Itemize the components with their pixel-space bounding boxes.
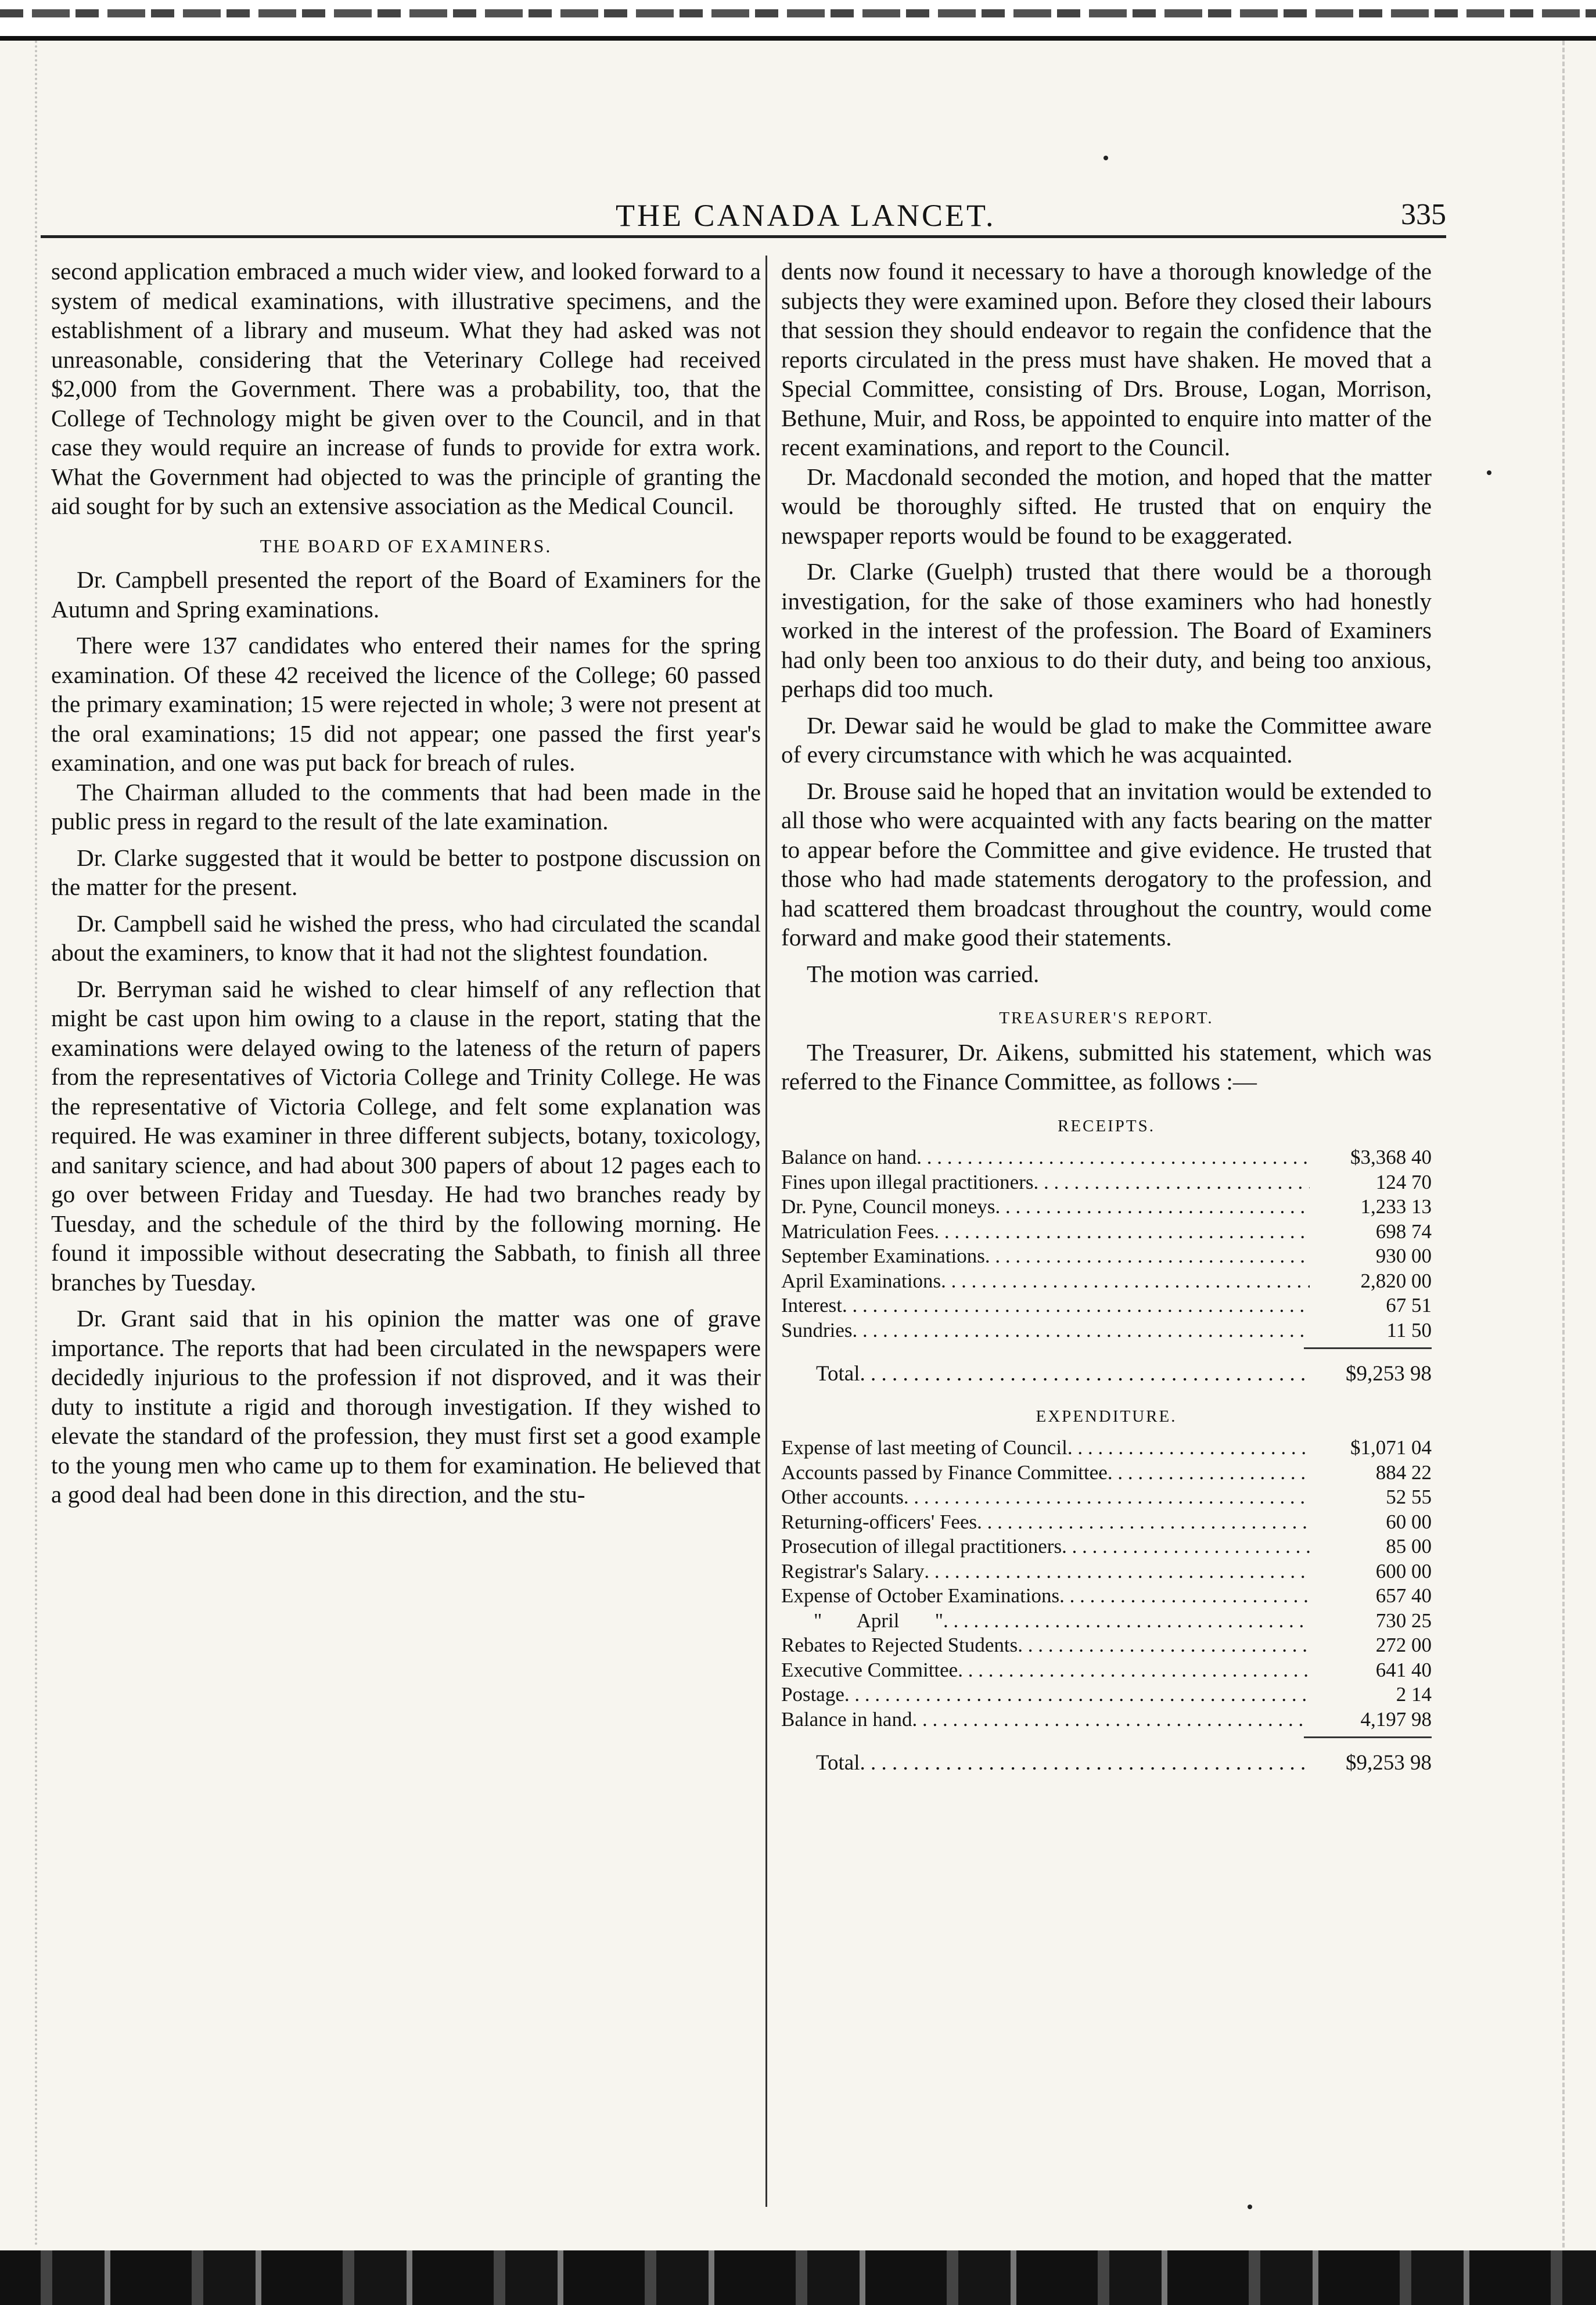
left-column bbox=[51, 257, 761, 1509]
ledger-label: Expense of last meeting of Council bbox=[781, 1436, 1067, 1459]
ledger-row bbox=[781, 1559, 1432, 1584]
header-rule bbox=[41, 235, 1446, 238]
ledger-amount: $9,253 98 bbox=[1346, 1362, 1432, 1386]
ledger-row bbox=[781, 1318, 1432, 1343]
ledger-amount: 85 00 bbox=[1386, 1535, 1432, 1558]
ledger-total-row bbox=[781, 1751, 1432, 1776]
leader-dots bbox=[853, 1318, 1310, 1343]
scan-right-edge bbox=[1562, 41, 1596, 2248]
ledger-row bbox=[781, 1269, 1432, 1294]
leader-dots bbox=[1018, 1633, 1310, 1658]
leader-dots bbox=[995, 1195, 1310, 1220]
ledger-row bbox=[781, 1195, 1432, 1220]
page-number: 335 bbox=[1401, 198, 1446, 231]
leader-dots bbox=[958, 1658, 1310, 1683]
leader-dots bbox=[943, 1609, 1310, 1634]
ledger-label: Accounts passed by Finance Committee bbox=[781, 1461, 1108, 1484]
leader-dots bbox=[1108, 1461, 1310, 1486]
paragraph: Dr. Campbell said he wished the press, who had circulated the scandal about the examiners, to know that it had not the slightest foundation. bbox=[51, 909, 761, 966]
total-rule bbox=[1304, 1736, 1432, 1738]
running-header bbox=[41, 197, 1446, 238]
leader-dots bbox=[860, 1362, 1310, 1387]
ledger-label: Postage bbox=[781, 1683, 844, 1706]
ledger-row bbox=[781, 1170, 1432, 1195]
paragraph: The motion was carried. bbox=[807, 960, 1040, 987]
ledger-label: Dr. Pyne, Council moneys bbox=[781, 1195, 995, 1218]
ledger-amount: 11 50 bbox=[1386, 1318, 1432, 1342]
ledger-amount: 884 22 bbox=[1375, 1461, 1432, 1484]
total-rule bbox=[1304, 1347, 1432, 1349]
leader-dots bbox=[924, 1559, 1310, 1584]
paragraph: Dr. Clarke (Guelph) trusted that there would be a thorough investigation, for the sake of those examiners who had honestly worked in the interest of the profession. The Board of Examiners had only been too anxious to do their duty, and being too anxious, perhaps did too much. bbox=[781, 558, 1432, 702]
journal-title: THE CANADA LANCET. bbox=[616, 198, 996, 233]
ledger-row bbox=[781, 1682, 1432, 1707]
leader-dots bbox=[912, 1707, 1310, 1732]
ledger-amount: $3,368 40 bbox=[1350, 1146, 1432, 1168]
expenditure-table bbox=[781, 1436, 1432, 1776]
ledger-label: April Examinations bbox=[781, 1269, 941, 1292]
leader-dots bbox=[916, 1145, 1310, 1170]
ledger-row bbox=[781, 1584, 1432, 1609]
paragraph: Dr. Clarke suggested that it would be better to postpone discussion on the matter for the present. bbox=[51, 844, 761, 900]
ledger-label: Sundries bbox=[781, 1318, 853, 1342]
leader-dots bbox=[842, 1293, 1310, 1318]
scan-speck bbox=[1487, 470, 1491, 475]
leader-dots bbox=[1034, 1170, 1310, 1195]
scan-speck bbox=[1103, 156, 1108, 160]
leader-dots bbox=[904, 1485, 1310, 1510]
ledger-row bbox=[781, 1534, 1432, 1559]
ledger-amount: 730 25 bbox=[1375, 1609, 1432, 1632]
ledger-label: Balance in hand bbox=[781, 1707, 912, 1731]
leader-dots bbox=[1059, 1584, 1310, 1609]
ledger-amount: $1,071 04 bbox=[1350, 1436, 1432, 1459]
leader-dots bbox=[985, 1244, 1310, 1269]
ledger-row bbox=[781, 1707, 1432, 1732]
ledger-amount: 2,820 00 bbox=[1360, 1269, 1432, 1292]
paragraph: Dr. Dewar said he would be glad to make the Committee aware of every circumstance with which he was acquainted. bbox=[781, 711, 1432, 768]
paragraph: Dr. Macdonald seconded the motion, and hoped that the matter would be thoroughly sifted. He trusted that on enquiry the newspaper reports would be found to be exaggerated. bbox=[781, 463, 1432, 549]
leader-dots bbox=[977, 1510, 1310, 1535]
paragraph: dents now found it necessary to have a thorough knowledge of the subjects they were examined upon. Before they closed their labours that session they should endeavor to regain the confidence that the reports circulated in the press must have shaken. He moved that a Special Committee, consisting of Drs. Brouse, Logan, Morrison, Bethune, Muir, and Ross, be appointed to enquire into matter of the recent examinations, and report to the Council. bbox=[781, 258, 1432, 461]
section-heading: THE BOARD OF EXAMINERS. bbox=[260, 535, 552, 556]
ledger-label: Interest bbox=[781, 1294, 842, 1317]
scan-top-border bbox=[0, 0, 1596, 41]
ledger-amount: 657 40 bbox=[1375, 1584, 1432, 1607]
receipts-table bbox=[781, 1145, 1432, 1387]
ledger-amount: 60 00 bbox=[1386, 1510, 1432, 1533]
ledger-amount: $9,253 98 bbox=[1346, 1751, 1432, 1775]
ledger-label: Rebates to Rejected Students bbox=[781, 1634, 1018, 1656]
ledger-label: Other accounts bbox=[781, 1486, 904, 1508]
ledger-amount: 272 00 bbox=[1375, 1634, 1432, 1656]
ledger-row bbox=[781, 1461, 1432, 1486]
ledger-row bbox=[781, 1609, 1432, 1634]
scan-left-edge bbox=[0, 41, 37, 2248]
ledger-amount: 1,233 13 bbox=[1360, 1195, 1432, 1218]
leader-dots bbox=[1062, 1534, 1310, 1559]
receipts-heading: RECEIPTS. bbox=[1058, 1116, 1155, 1135]
ledger-label: Fines upon illegal practitioners bbox=[781, 1170, 1034, 1193]
ledger-row bbox=[781, 1220, 1432, 1245]
paragraph: Dr. Grant said that in his opinion the matter was one of grave importance. The reports that had been circulated in the newspapers were decidedly injurious to the profession if not disproved, and it was their duty to institute a rigid and thorough investigation. If they wished to elevate the standard of the profession, they must first set a good example to the young men who came up to them for examination. He believed that a good deal had been done in this direction, and the stu- bbox=[51, 1305, 761, 1508]
ledger-amount: 600 00 bbox=[1375, 1559, 1432, 1583]
ledger-amount: 4,197 98 bbox=[1360, 1707, 1432, 1731]
leader-dots bbox=[860, 1751, 1310, 1776]
ledger-row bbox=[781, 1633, 1432, 1658]
leader-dots bbox=[934, 1220, 1310, 1245]
scan-bottom-border bbox=[0, 2250, 1596, 2305]
ledger-label: " April " bbox=[814, 1609, 944, 1632]
leader-dots bbox=[941, 1269, 1310, 1294]
column-divider bbox=[765, 256, 767, 2207]
paragraph: Dr. Berryman said he wished to clear himself of any reflection that might be cast upon him owing to a clause in the report, stating that the examinations were delayed owing to the lateness of the return of papers from the representatives of Victoria College and Trinity College. He was the representative of Victoria College, and felt some explanation was required. He was examiner in three different subjects, botany, toxicology, and sanitary science, and had about 300 papers of about 12 pages each to go over between Friday and Tuesday. He had two branches ready by Tuesday, and the schedule of the third by the following morning. He found it impossible without desecrating the Sabbath, to finish all three branches by Tuesday. bbox=[51, 975, 761, 1296]
paragraph: Dr. Brouse said he hoped that an invitation would be extended to all those who were acquainted with any facts bearing on the matter to appear before the Committee and give evidence. He trusted that those who had made statements derogatory to the profession, and had scattered them broadcast throughout the country, would come forward and make good their statements. bbox=[781, 777, 1432, 951]
ledger-amount: 52 55 bbox=[1386, 1486, 1432, 1508]
ledger-row bbox=[781, 1244, 1432, 1269]
ledger-amount: 124 70 bbox=[1375, 1170, 1432, 1193]
scan-speck bbox=[1248, 2205, 1252, 2209]
right-column bbox=[781, 257, 1432, 1776]
ledger-label: September Examinations bbox=[781, 1245, 985, 1267]
ledger-row bbox=[781, 1485, 1432, 1510]
ledger-label: Total bbox=[816, 1362, 860, 1386]
expenditure-heading: EXPENDITURE. bbox=[1036, 1407, 1177, 1426]
leader-dots bbox=[1067, 1436, 1310, 1461]
ledger-label: Registrar's Salary bbox=[781, 1559, 925, 1583]
ledger-row bbox=[781, 1145, 1432, 1170]
paragraph: Dr. Campbell presented the report of the Board of Examiners for the Autumn and Spring examinations. bbox=[51, 566, 761, 623]
ledger-total-row bbox=[781, 1362, 1432, 1387]
ledger-label: Returning-officers' Fees bbox=[781, 1510, 977, 1533]
ledger-amount: 930 00 bbox=[1375, 1245, 1432, 1267]
ledger-amount: 67 51 bbox=[1386, 1294, 1432, 1317]
paragraph: second application embraced a much wider view, and looked forward to a system of medical examinations, with illustrative specimens, and the establishment of a library and museum. What they had asked was not unreasonable, considering that the Veterinary College had received $2,000 from the Government. There was a probability, too, that the College of Technology might be given over to the Council, and in that case they would require an increase of funds to provide for extra work. What the Government had objected to was the principle of granting the aid sought for by such an extensive association as the Medical Council. bbox=[51, 258, 761, 519]
ledger-label: Total bbox=[816, 1751, 860, 1775]
ledger-row bbox=[781, 1510, 1432, 1535]
ledger-amount: 2 14 bbox=[1396, 1683, 1432, 1706]
ledger-label: Prosecution of illegal practitioners bbox=[781, 1535, 1062, 1558]
ledger-label: Balance on hand bbox=[781, 1146, 917, 1168]
section-heading: TREASURER'S REPORT. bbox=[999, 1009, 1214, 1027]
ledger-amount: 698 74 bbox=[1375, 1220, 1432, 1243]
ledger-label: Executive Committee bbox=[781, 1658, 958, 1681]
leader-dots bbox=[844, 1682, 1310, 1707]
ledger-row bbox=[781, 1658, 1432, 1683]
ledger-row bbox=[781, 1293, 1432, 1318]
ledger-label: Matriculation Fees bbox=[781, 1220, 934, 1243]
paragraph: The Chairman alluded to the comments that had been made in the public press in regard to the result of the late examination. bbox=[51, 778, 761, 835]
ledger-row bbox=[781, 1436, 1432, 1461]
ledger-amount: 641 40 bbox=[1375, 1658, 1432, 1681]
paragraph: There were 137 candidates who entered their names for the spring examination. Of these 42 received the licence of the College; 60 passed the primary examination; 15 were rejected in whole; 3 were not present at the oral examinations; 15 did not appear; one passed the first year's examination, and one was put back for breach of rules. bbox=[51, 632, 761, 776]
ledger-label: Expense of October Examinations bbox=[781, 1584, 1060, 1607]
paragraph: The Treasurer, Dr. Aikens, submitted his statement, which was referred to the Finance Committee, as follows :— bbox=[781, 1038, 1432, 1095]
